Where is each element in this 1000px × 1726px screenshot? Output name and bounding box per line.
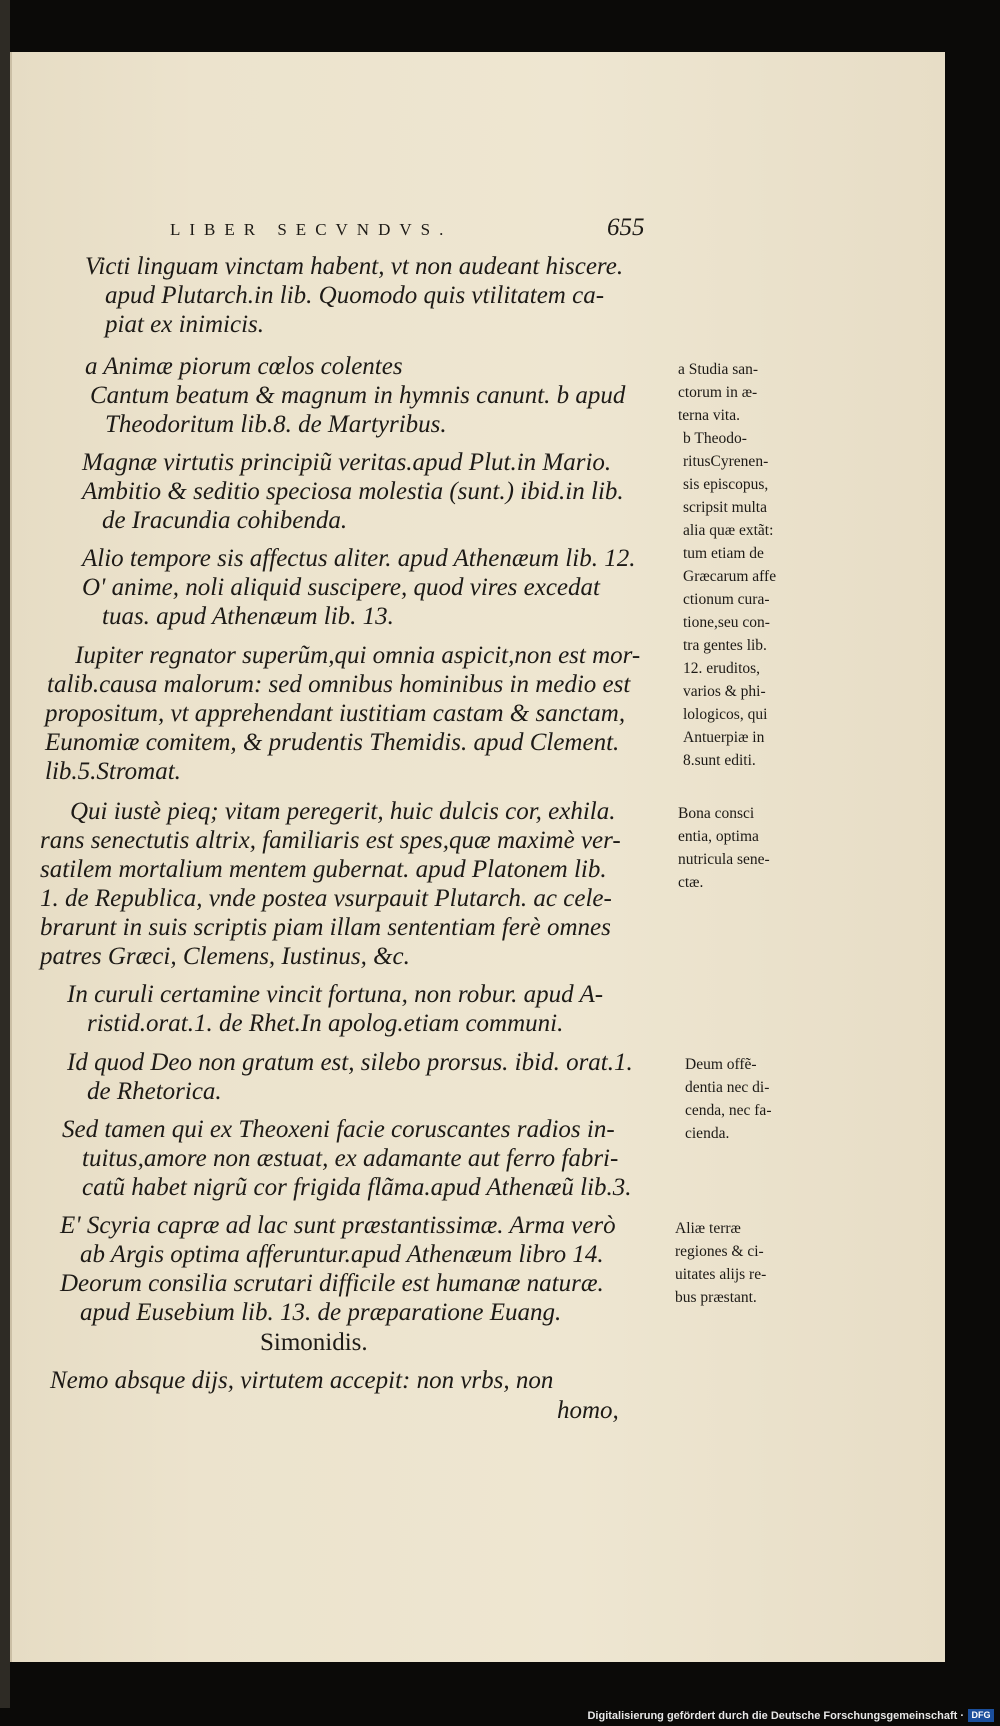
- text-line: catũ habet nigrũ cor frigida flãma.apud Athenæũ lib.3.: [82, 1174, 632, 1201]
- text-line: a Animæ piorum cœlos colentes: [85, 353, 403, 380]
- text-line: tuas. apud Athenæum lib. 13.: [102, 603, 394, 630]
- text-line: de Iracundia cohibenda.: [102, 507, 348, 534]
- book-page: [10, 52, 945, 1662]
- dfg-logo-icon: DFG: [968, 1709, 994, 1722]
- text-line: O' anime, noli aliquid suscipere, quod vires excedat: [82, 574, 600, 601]
- margin-note: b Theodo- ritusCyrenen- sis episcopus, scripsit multa alia quæ extãt: tum etiam de Græcarum affe ctionum cura- tione,seu con- tra gentes lib. 12. eruditos, varios & phi- lologicos, qui Antuerpiæ in 8.sunt editi.: [683, 430, 777, 769]
- text-line: Id quod Deo non gratum est, silebo prorsus. ibid. orat.1.: [67, 1049, 633, 1076]
- text-line: de Rhetorica.: [87, 1078, 222, 1105]
- margin-note: Bona consci entia, optima nutricula sene- ctæ.: [678, 805, 770, 891]
- text-line: Eunomiæ comitem, & prudentis Themidis. apud Clement.: [45, 729, 620, 756]
- text-line: Nemo absque dijs, virtutem accepit: non vrbs, non: [50, 1367, 554, 1394]
- text-line: propositum, vt apprehendant iustitiam castam & sanctam,: [45, 700, 626, 727]
- text-line: apud Eusebium lib. 13. de præparatione Euang.: [80, 1299, 562, 1326]
- text-line: tuitus,amore non æstuat, ex adamante aut ferro fabri-: [82, 1145, 619, 1172]
- text-line: lib.5.Stromat.: [45, 758, 181, 785]
- text-line: Iupiter regnator superũm,qui omnia aspicit,non est mor-: [75, 642, 641, 669]
- text-line: In curuli certamine vincit fortuna, non robur. apud A-: [67, 981, 604, 1008]
- text-line: talib.causa malorum: sed omnibus hominibus in medio est: [47, 671, 631, 698]
- text-line: Alio tempore sis affectus aliter. apud Athenæum lib. 12.: [82, 545, 636, 572]
- text-line: 1. de Republica, vnde postea vsurpauit Plutarch. ac cele-: [40, 885, 612, 912]
- page-edge: [0, 0, 10, 1726]
- text-line: ab Argis optima afferuntur.apud Athenæum libro 14.: [80, 1241, 604, 1268]
- margin-note: a Studia san- ctorum in æ- terna vita.: [678, 361, 759, 424]
- section-heading: Simonidis.: [260, 1329, 368, 1356]
- text-line: piat ex inimicis.: [105, 311, 264, 338]
- text-line: Victi linguam vinctam habent, vt non audeant hiscere.: [85, 253, 624, 280]
- text-line: ristid.orat.1. de Rhet.In apolog.etiam communi.: [87, 1010, 564, 1037]
- text-line: Sed tamen qui ex Theoxeni facie coruscantes radios in-: [62, 1116, 615, 1143]
- text-line: Cantum beatum & magnum in hymnis canunt. b apud: [90, 382, 626, 409]
- text-line: E' Scyria capræ ad lac sunt præstantissimæ. Arma verò: [60, 1212, 616, 1239]
- margin-note: Aliæ terræ regiones & ci- uitates alijs re- bus præstant.: [675, 1220, 767, 1306]
- page-number: 655: [607, 214, 645, 241]
- text-line: Deorum consilia scrutari difficile est humanæ naturæ.: [60, 1270, 604, 1297]
- text-line: satilem mortalium mentem gubernat. apud Platonem lib.: [40, 856, 607, 883]
- text-line: apud Plutarch.in lib. Quomodo quis vtilitatem ca-: [105, 282, 605, 309]
- running-head: LIBER SECVNDVS.: [170, 220, 453, 239]
- text-line: rans senectutis altrix, familiaris est spes,quæ maximè ver-: [40, 827, 621, 854]
- text-line: Qui iustè pieq; vitam peregerit, huic dulcis cor, exhila.: [70, 798, 616, 825]
- margin-note: Deum offẽ- dentia nec di- cenda, nec fa- cienda.: [685, 1056, 772, 1142]
- text-line: Magnæ virtutis principiũ veritas.apud Plut.in Mario.: [82, 449, 612, 476]
- catchword: homo,: [557, 1397, 619, 1424]
- text-line: brarunt in suis scriptis piam illam sententiam ferè omnes: [40, 914, 611, 941]
- text-line: Theodoritum lib.8. de Martyribus.: [105, 411, 447, 438]
- footer-credit: Digitalisierung gefördert durch die Deutsche Forschungsgemeinschaft ·: [587, 1710, 964, 1722]
- text-line: Ambitio & seditio speciosa molestia (sunt.) ibid.in lib.: [82, 478, 624, 505]
- text-line: patres Græci, Clemens, Iustinus, &c.: [40, 943, 410, 970]
